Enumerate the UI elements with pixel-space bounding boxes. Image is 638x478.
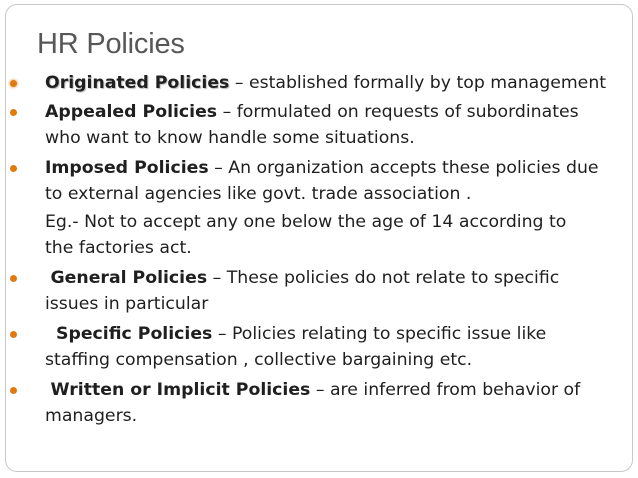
policy-description-continued: staffing compensation , collective bargaining etc.	[45, 350, 473, 370]
list-item	[0, 99, 638, 151]
policy-term: Written or Implicit Policies	[50, 380, 311, 400]
page-title: HR Policies	[37, 28, 185, 60]
example-paragraph	[0, 209, 638, 261]
bullet-line	[45, 265, 630, 291]
policy-term: Specific Policies	[56, 324, 213, 344]
indent-space	[45, 324, 56, 344]
bullet-dot-icon	[10, 387, 17, 394]
bullet-line	[45, 155, 630, 181]
policy-description: – are inferred from behavior of	[310, 380, 581, 400]
bullet-dot-icon	[10, 80, 17, 87]
list-item	[0, 265, 638, 317]
policy-description-continued: issues in particular	[45, 294, 209, 314]
policy-description: – established formally by top management	[229, 73, 607, 93]
bullet-dot-icon	[10, 331, 17, 338]
example-line: the factories act.	[45, 238, 192, 258]
list-item	[0, 377, 638, 429]
bullet-line	[45, 321, 630, 347]
policy-description: – These policies do not relate to specific	[207, 268, 560, 288]
policy-term: Imposed Policies	[45, 158, 209, 178]
policy-description-continued: who want to know handle some situations.	[45, 128, 415, 148]
bullet-dot-icon	[10, 109, 17, 116]
policy-description: – Policies relating to specific issue like	[212, 324, 547, 344]
policy-description-continued: managers.	[45, 406, 138, 426]
example-line: Eg.- Not to accept any one below the age of 14 according to	[45, 212, 567, 232]
bullet-line	[45, 377, 630, 403]
policy-term: Originated Policies	[45, 73, 230, 93]
bullet-dot-icon	[10, 275, 17, 282]
policy-term: Appealed Policies	[45, 102, 218, 122]
policy-description: – formulated on requests of subordinates	[217, 102, 579, 122]
policy-description: – An organization accepts these policies due	[208, 158, 599, 178]
policy-description-continued: to external agencies like govt. trade association .	[45, 184, 472, 204]
bullet-line	[45, 70, 630, 96]
list-item	[0, 155, 638, 207]
bullet-dot-icon	[10, 165, 17, 172]
policy-term: General Policies	[50, 268, 208, 288]
bullet-list	[0, 70, 638, 433]
bullet-line	[45, 99, 630, 125]
list-item	[0, 321, 638, 373]
list-item	[0, 70, 638, 96]
